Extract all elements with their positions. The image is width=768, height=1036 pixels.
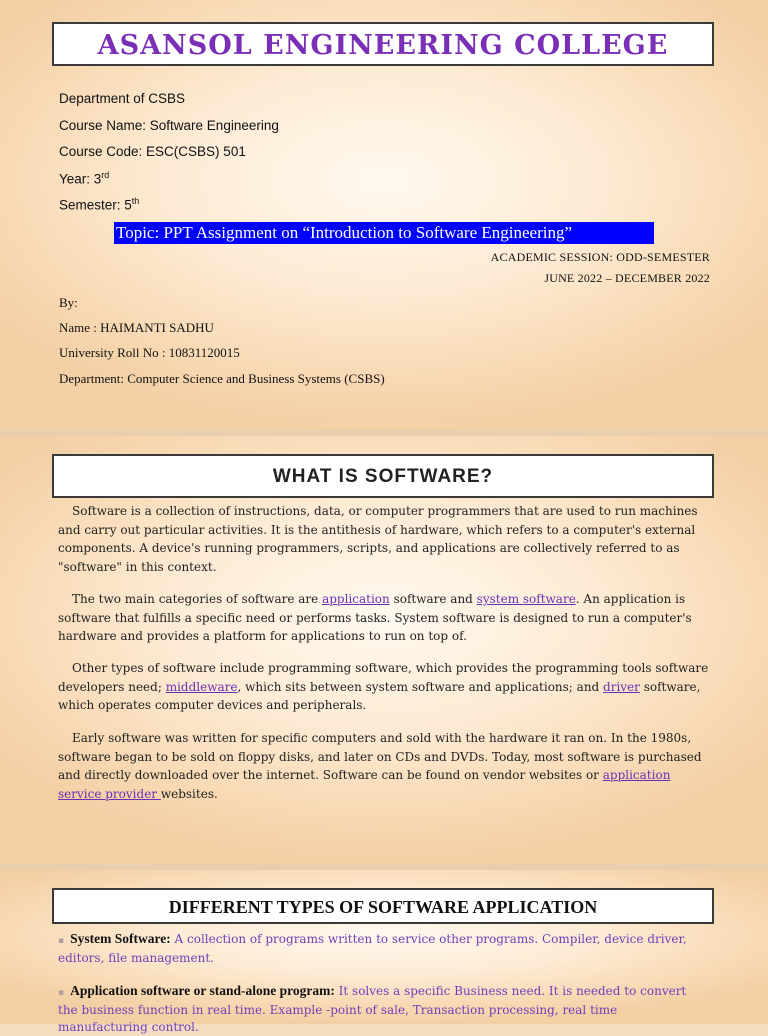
- session-dates: JUNE 2022 – DECEMBER 2022: [544, 271, 710, 285]
- title-slide: [0, 0, 768, 430]
- college-title: ASANSOL ENGINEERING COLLEGE: [97, 30, 669, 61]
- bullet-system-software: [58, 930, 708, 967]
- software-types-slide: [0, 870, 768, 1034]
- bullet-label: System Software:: [70, 931, 171, 946]
- year-line: [59, 170, 109, 187]
- semester-line: [59, 196, 139, 213]
- p2-text-c: . An application is software that fulfills a specific need or performs tasks. System software is designed to run a computer's hardware and provides a platform for applications to run on top of.: [58, 592, 692, 643]
- student-department: Department: Computer Science and Business Systems (CSBS): [59, 371, 385, 386]
- semester-sup: th: [131, 196, 140, 206]
- department-line: Department of CSBS: [59, 91, 186, 106]
- college-title-box: [52, 22, 714, 66]
- year-label: Year: 3: [59, 171, 102, 187]
- bullet-label: Application software or stand-alone program:: [70, 983, 335, 998]
- paragraph-4: [58, 729, 710, 803]
- paragraph-1: Software is a collection of instructions, data, or computer programmers that are used to run machines and carry out particular activities. It is the antithesis of hardware, which refers to a computer's external components. A device's running programmers, scripts, and applications are collectively referred to as "software" in this context.: [58, 504, 698, 574]
- bullet-icon: ▪: [58, 936, 65, 946]
- driver-link[interactable]: driver: [603, 679, 640, 694]
- paragraph-3: [58, 659, 710, 715]
- application-service-provider-link[interactable]: application service provider: [58, 768, 671, 801]
- course-name-line: Course Name: Software Engineering: [59, 118, 279, 133]
- topic-banner: Topic: PPT Assignment on “Introduction to Software Engineering”: [114, 222, 654, 244]
- software-types-title: DIFFERENT TYPES OF SOFTWARE APPLICATION: [168, 897, 598, 917]
- middleware-link[interactable]: middleware: [165, 679, 238, 694]
- application-link[interactable]: application: [322, 592, 390, 606]
- academic-session: ACADEMIC SESSION: ODD-SEMESTER: [490, 250, 710, 264]
- p2-text-a: The two main categories of software are: [72, 592, 323, 606]
- bullet-application-software: [58, 982, 708, 1036]
- what-is-software-title-box: [52, 454, 714, 498]
- what-is-software-slide: [0, 436, 768, 864]
- p2-text-b: software and: [389, 592, 477, 606]
- bullet-icon: ▪: [58, 988, 65, 998]
- system-software-link[interactable]: system software: [476, 592, 576, 606]
- p3-text-a: Other types of software include programming software, which provides the programming tools software developers need;: [58, 661, 709, 694]
- software-types-title-box: [52, 888, 714, 924]
- course-code-line: Course Code: ESC(CSBS) 501: [59, 144, 246, 159]
- bullet-text: A collection of programs written to service other programs. Compiler, device driver, editors, file management.: [58, 932, 687, 965]
- p3-text-b: , which sits between system software and applications; and: [237, 679, 604, 694]
- what-is-software-title: WHAT IS SOFTWARE?: [272, 466, 494, 487]
- p4-text-a: Early software was written for specific computers and sold with the hardware it ran on. In the 1980s, software began to be sold on floppy disks, and later on CDs and DVDs. Today, most software is purchased and directly downloaded over the internet. Software can be found on vendor websites or: [58, 731, 702, 782]
- by-label: By:: [59, 295, 78, 310]
- university-roll: University Roll No : 10831120015: [59, 345, 240, 360]
- paragraph-2: [58, 590, 710, 646]
- p4-text-b: websites.: [160, 786, 218, 801]
- bullet-text: It solves a specific Business need. It is needed to convert the business function in real time. Example -point of sale, Transaction processing, real time manufacturing control.: [58, 984, 687, 1034]
- semester-label: Semester: 5: [59, 197, 132, 213]
- p3-text-c: software, which operates computer devices and peripherals.: [58, 679, 701, 712]
- year-sup: rd: [101, 170, 110, 180]
- student-name: Name : HAIMANTI SADHU: [59, 320, 214, 335]
